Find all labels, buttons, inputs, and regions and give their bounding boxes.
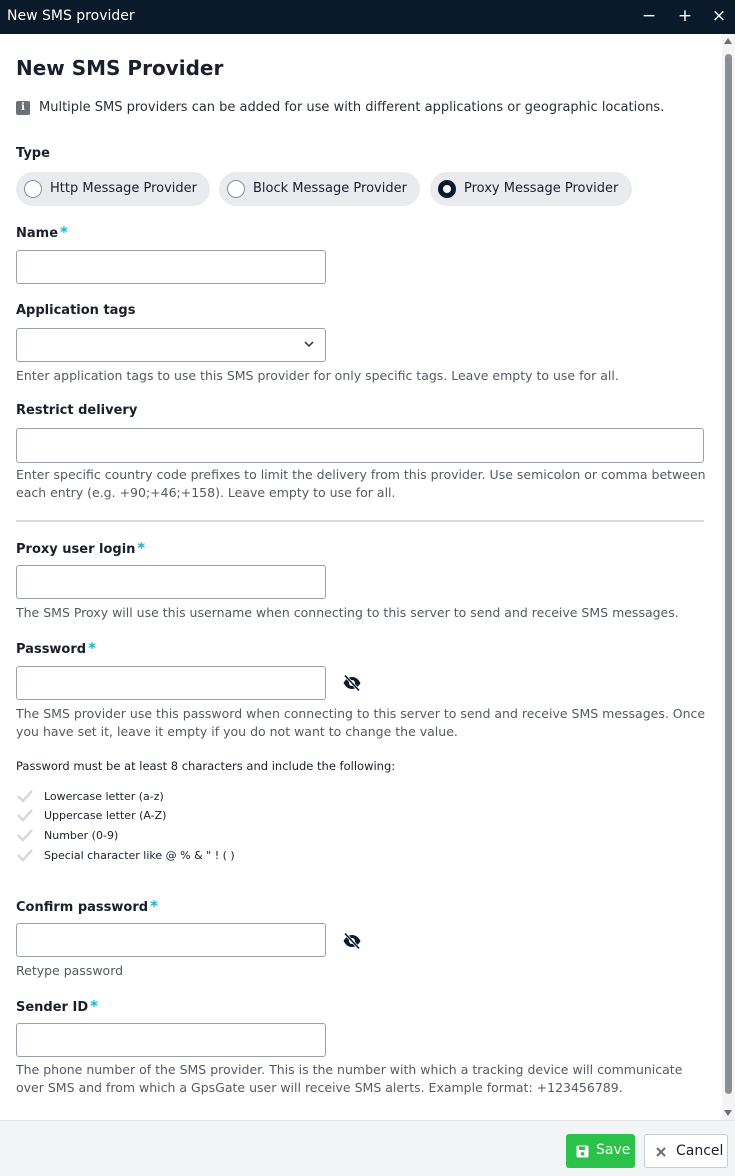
confirm-password-help: Retype password (16, 963, 124, 978)
sender-id-label (16, 997, 98, 1015)
password-help-1: The SMS provider use this password when connecting to this server to send and receive SMS messages. Once (16, 706, 706, 721)
scrollbar-thumb[interactable] (725, 54, 732, 1094)
password-rule-text: Special character like @ % & " ! ( ) (44, 849, 235, 862)
restrict-delivery-help-1: Enter specific country code prefixes to limit the delivery from this provider. Use semicolon or comma between (16, 467, 706, 482)
proxy-user-login-help: The SMS Proxy will use this username when connecting to this server to send and receive SMS messages. (16, 605, 679, 620)
password-label-text: Password (16, 642, 87, 657)
radio-label: Proxy Message Provider (464, 181, 619, 196)
proxy-user-login-label (16, 539, 145, 557)
required-asterisk: * (150, 897, 158, 915)
radio-block-provider[interactable] (219, 172, 420, 206)
dialog-footer (0, 1120, 735, 1176)
confirm-password-input[interactable] (16, 923, 326, 957)
cancel-button[interactable] (644, 1134, 728, 1168)
application-tags-select[interactable] (16, 328, 326, 362)
close-button[interactable]: × (711, 6, 727, 26)
sender-id-input[interactable] (16, 1023, 326, 1057)
check-icon (16, 848, 34, 862)
type-label: Type (16, 146, 50, 161)
scroll-down-icon[interactable] (724, 1110, 732, 1116)
radio-unchecked-icon (24, 180, 42, 198)
required-asterisk: * (88, 639, 96, 657)
floppy-disk-icon (576, 1145, 589, 1158)
sender-id-help-1: The phone number of the SMS provider. This is the number with which a tracking device will communicate (16, 1062, 683, 1077)
check-icon (16, 808, 34, 822)
sender-id-label-text: Sender ID (16, 1000, 89, 1015)
info-icon: i (16, 101, 30, 115)
chevron-down-icon (303, 338, 315, 350)
eye-slash-icon[interactable] (342, 673, 362, 693)
password-help-2: you have set it, leave it empty if you do not want to change the value. (16, 724, 458, 739)
sender-id-help-2: over SMS and from which a GpsGate user will receive SMS alerts. Example format: +123456789. (16, 1080, 623, 1095)
radio-http-provider[interactable] (16, 172, 210, 206)
radio-checked-icon (438, 180, 456, 198)
required-asterisk: * (90, 997, 98, 1015)
form-content (0, 34, 722, 1120)
save-button[interactable] (566, 1134, 635, 1168)
confirm-password-label (16, 897, 158, 915)
name-input[interactable] (16, 250, 326, 284)
vertical-scrollbar[interactable] (722, 34, 735, 1120)
radio-label: Http Message Provider (50, 181, 197, 196)
window-title: New SMS provider (7, 8, 135, 24)
password-rule-text: Lowercase letter (a-z) (44, 790, 164, 803)
save-button-label: Save (596, 1142, 631, 1158)
password-label (16, 639, 96, 657)
proxy-user-login-label-text: Proxy user login (16, 542, 136, 557)
maximize-button[interactable]: + (677, 6, 693, 26)
cancel-button-label: Cancel (676, 1143, 724, 1159)
minimize-button[interactable]: − (641, 6, 657, 26)
password-rule-text: Uppercase letter (A-Z) (44, 809, 167, 822)
required-asterisk: * (137, 539, 146, 557)
close-icon (655, 1146, 667, 1158)
radio-proxy-provider[interactable] (430, 172, 632, 206)
restrict-delivery-label: Restrict delivery (16, 403, 138, 418)
restrict-delivery-help-2: each entry (e.g. +90;+46;+158). Leave empty to use for all. (16, 485, 396, 500)
password-rule-text: Number (0-9) (44, 829, 119, 842)
info-text: Multiple SMS providers can be added for use with different applications or geographic locations. (39, 100, 665, 115)
check-icon (16, 828, 34, 842)
eye-slash-icon[interactable] (342, 931, 362, 951)
page-title: New SMS Provider (16, 56, 224, 80)
restrict-delivery-input[interactable] (16, 428, 704, 463)
required-asterisk: * (60, 223, 68, 241)
scroll-up-icon[interactable] (724, 38, 732, 44)
name-label-text: Name (16, 226, 59, 241)
password-input[interactable] (16, 666, 326, 700)
radio-unchecked-icon (227, 180, 245, 198)
application-tags-help: Enter application tags to use this SMS provider for only specific tags. Leave empty to use for all. (16, 368, 619, 383)
confirm-password-label-text: Confirm password (16, 900, 149, 915)
window-titlebar (0, 0, 735, 34)
name-label (16, 223, 68, 241)
application-tags-label: Application tags (16, 303, 136, 318)
section-divider (16, 520, 704, 522)
radio-label: Block Message Provider (253, 181, 407, 196)
password-rules-intro: Password must be at least 8 characters and include the following: (16, 759, 396, 773)
proxy-user-login-input[interactable] (16, 565, 326, 599)
check-icon (16, 789, 34, 803)
